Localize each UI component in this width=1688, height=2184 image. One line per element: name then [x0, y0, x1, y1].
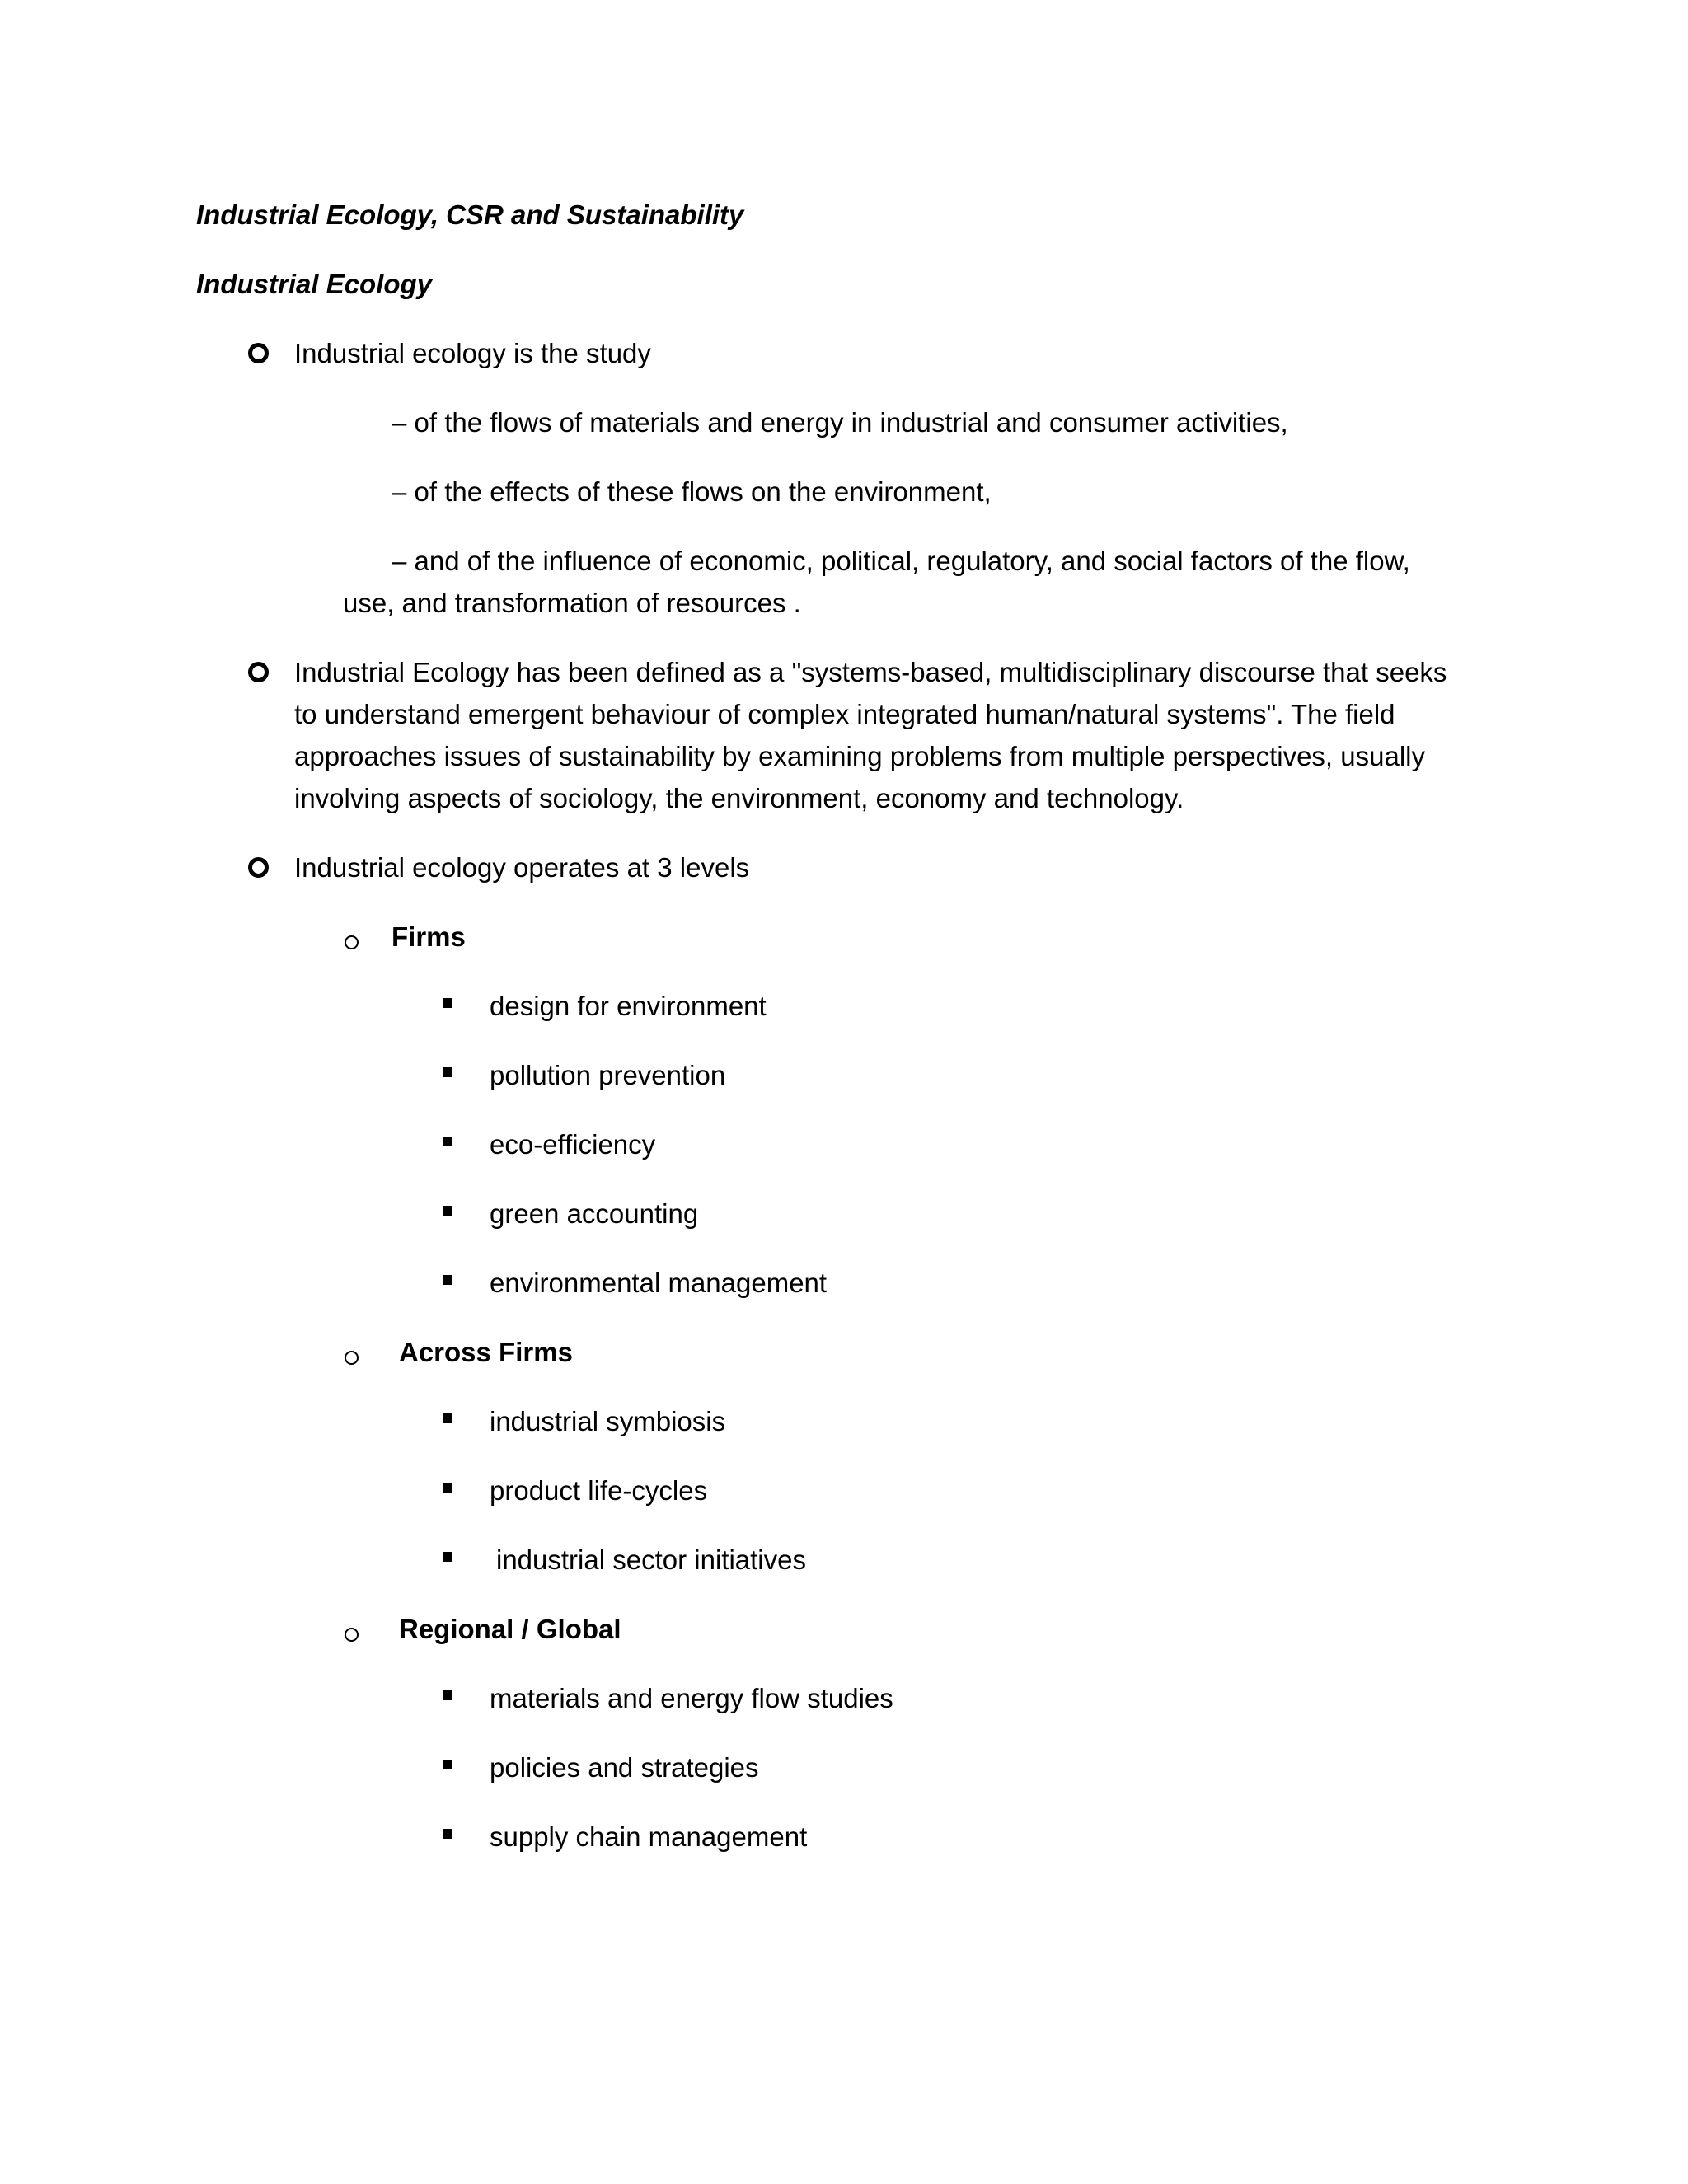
open-circle-bullet-icon — [345, 1628, 359, 1642]
open-circle-bullet-icon — [345, 935, 359, 949]
square-bullet-icon — [443, 1829, 452, 1839]
level-item: environmental management — [490, 1268, 828, 1298]
definition-line: involving aspects of sociology, the environment, economy and technology. — [294, 783, 1184, 813]
study-sub-line: – of the flows of materials and energy in industrial and consumer activities, — [392, 407, 1288, 438]
level-item: green accounting — [490, 1198, 699, 1229]
level-item: design for environment — [490, 991, 767, 1021]
definition-line: Industrial Ecology has been defined as a "systems-based, multidisciplinary discourse that seeks — [294, 657, 1447, 687]
level-name-across-firms: Across Firms — [399, 1337, 573, 1367]
level-item: materials and energy flow studies — [490, 1683, 893, 1713]
square-bullet-icon — [443, 1552, 452, 1562]
definition-line: approaches issues of sustainability by examining problems from multiple perspectives, usually — [294, 741, 1425, 771]
level-item: pollution prevention — [490, 1060, 726, 1090]
square-bullet-icon — [443, 1483, 452, 1493]
level-name-firms: Firms — [392, 921, 466, 952]
document-title: Industrial Ecology, CSR and Sustainability — [196, 199, 744, 230]
study-sub-continuation: use, and transformation of resources . — [343, 588, 801, 618]
level-item: eco-efficiency — [490, 1129, 656, 1160]
study-sub-line: – and of the influence of economic, political, regulatory, and social factors of the flow, — [392, 546, 1410, 576]
square-bullet-icon — [443, 998, 452, 1008]
level-item: industrial symbiosis — [490, 1406, 726, 1436]
square-bullet-icon — [443, 1413, 452, 1423]
square-bullet-icon — [443, 1206, 452, 1216]
ring-bullet-icon — [248, 662, 269, 682]
open-circle-bullet-icon — [345, 1351, 359, 1365]
level-item: industrial sector initiatives — [496, 1544, 806, 1575]
square-bullet-icon — [443, 1690, 452, 1700]
ring-bullet-icon — [248, 343, 269, 363]
levels-intro-text: Industrial ecology operates at 3 levels — [294, 852, 750, 883]
ring-bullet-icon — [248, 857, 269, 878]
square-bullet-icon — [443, 1760, 452, 1769]
level-item: policies and strategies — [490, 1752, 759, 1783]
level-item: product life-cycles — [490, 1475, 708, 1506]
definition-line: to understand emergent behaviour of complex integrated human/natural systems". The field — [294, 699, 1395, 729]
level-name-regional-global: Regional / Global — [399, 1614, 621, 1644]
square-bullet-icon — [443, 1067, 452, 1077]
square-bullet-icon — [443, 1137, 452, 1146]
section-heading: Industrial Ecology — [196, 269, 433, 299]
bullet-study-text: Industrial ecology is the study — [294, 338, 651, 368]
level-item: supply chain management — [490, 1821, 808, 1852]
square-bullet-icon — [443, 1275, 452, 1285]
study-sub-line: – of the effects of these flows on the environment, — [392, 476, 992, 507]
